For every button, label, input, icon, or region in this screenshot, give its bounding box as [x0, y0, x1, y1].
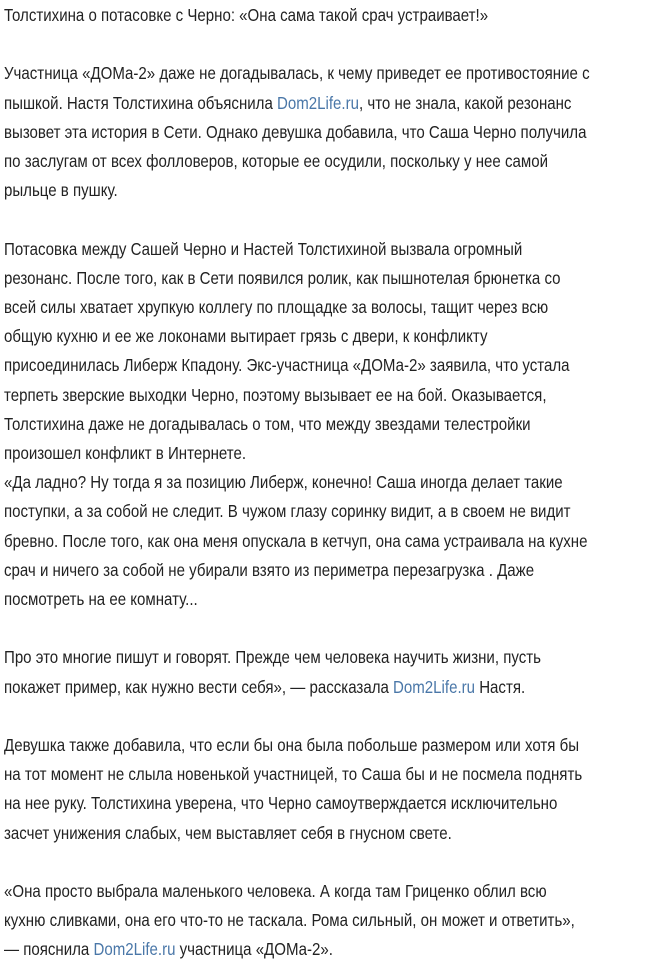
paragraph-3	[4, 643, 670, 701]
quote-text: срач и ничего за собой не убирали взято из периметра перезагрузка . Даже	[4, 559, 535, 580]
paragraph-1	[4, 59, 670, 205]
paragraph-2	[4, 235, 670, 615]
text: «Она просто выбрала маленького человека. А когда там Гриценко облил всю	[4, 881, 547, 902]
text: произошел конфликт в Интернете.	[4, 443, 247, 464]
text: Потасовка между Сашей Черно и Настей Толстихиной вызвала огромный	[4, 238, 523, 259]
quote-text: поступки, а за собой не следит. В чужом глазу соринку видит, а в своем не видит	[4, 501, 571, 522]
text: участница «ДОМа-2».	[175, 939, 333, 960]
paragraph-5	[4, 877, 670, 965]
text: на нее руку. Толстихина уверена, что Черно самоутверждается исключительно	[4, 793, 558, 814]
text: резонанс. После того, как в Сети появился ролик, как пышнотелая брюнетка со	[4, 267, 561, 288]
text: всей силы хватает хрупкую коллегу по площадке за волосы, тащит через всю	[4, 297, 549, 317]
text: Про это многие пишут и говорят. Прежде чем человека научить жизни, пусть	[4, 647, 541, 668]
paragraph-4	[4, 731, 670, 848]
text: засчет унижения слабых, чем выставляет себя в гнусном свете.	[4, 822, 452, 843]
text: рыльце в пушку.	[4, 180, 118, 201]
text: Толстихина даже не догадывалась о том, что между звездами телестройки	[4, 413, 531, 434]
text: , что не знала, какой резонанс	[358, 92, 572, 113]
text: Участница «ДОМа-2» даже не догадывалась, к чему приведет ее противостояние с	[4, 63, 590, 84]
quote-text: бревно. После того, как она меня опускала в кетчуп, она сама устраивала на кухне	[4, 530, 588, 551]
article-title	[4, 0, 670, 30]
text: кухню сливками, она его что-то не таскала. Рома сильный, он может и ответить»,	[4, 910, 575, 931]
text: Девушка также добавила, что если бы она была побольше размером или хотя бы	[4, 735, 580, 756]
quote-text: «Да ладно? Ну тогда я за позицию Либерж, конечно! Саша иногда делает такие	[4, 472, 563, 493]
text: — пояснила	[4, 939, 94, 960]
dom2life-link[interactable]: Dom2Life.ru	[277, 92, 359, 113]
text: на тот момент не слыла новенькой участницей, то Саша бы и не посмела поднять	[4, 764, 583, 785]
text: вызовет эта история в Сети. Однако девушка добавила, что Саша Черно получила	[4, 121, 587, 142]
text: пышкой. Настя Толстихина объяснила	[4, 92, 278, 113]
title-text: Толстихина о потасовке с Черно: «Она сама такой срач устраивает!»	[4, 5, 489, 25]
dom2life-link[interactable]: Dom2Life.ru	[93, 939, 176, 960]
text: терпеть зверские выходки Черно, поэтому вызывает ее на бой. Оказывается,	[4, 384, 547, 405]
text: по заслугам от всех фолловеров, которые ее осудили, поскольку у нее самой	[4, 151, 548, 171]
text: Настя.	[475, 676, 526, 697]
dom2life-link[interactable]: Dom2Life.ru	[393, 676, 476, 697]
text: покажет пример, как нужно вести себя», — рассказала	[4, 676, 394, 697]
quote-text: посмотреть на ее комнату...	[4, 589, 198, 610]
text: присоединилась Либерж Кпадону. Экс-участница «ДОМа-2» заявила, что устала	[4, 355, 570, 376]
text: общую кухню и ее же локонами вытирает грязь с двери, к конфликту	[4, 326, 488, 347]
